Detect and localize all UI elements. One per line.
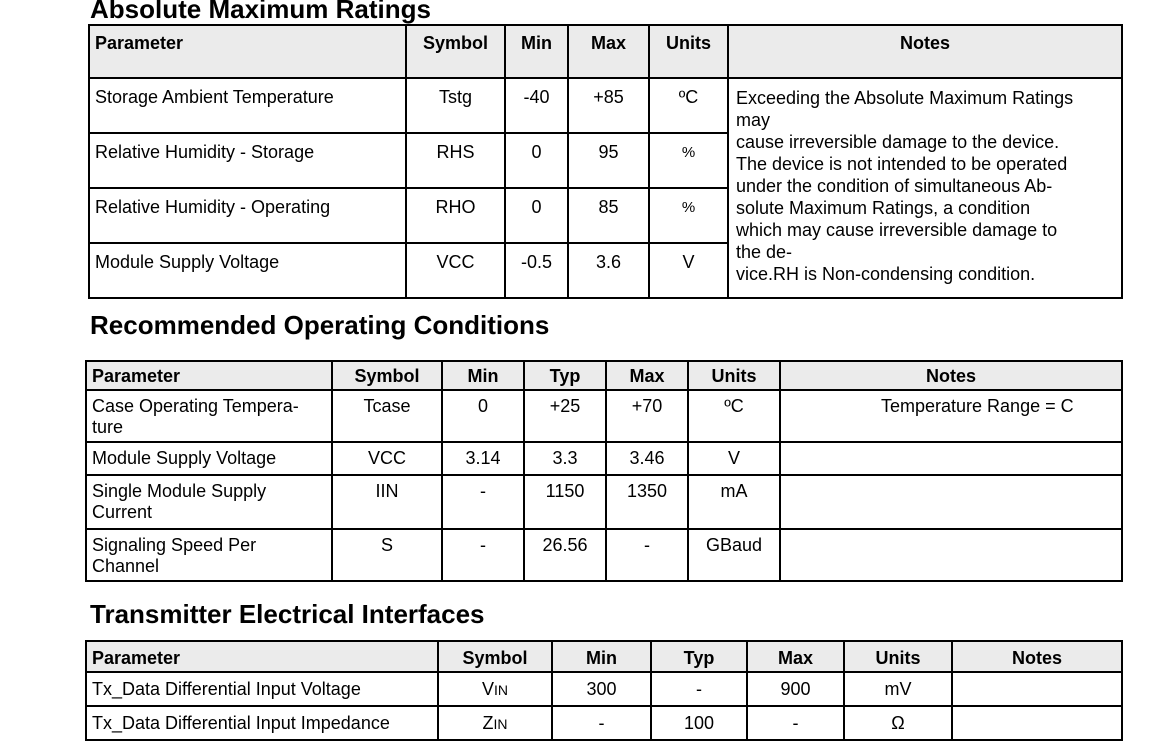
cell-parameter: Tx_Data Differential Input Voltage [86,672,438,706]
cell-min: -40 [505,78,568,133]
notes-line: Exceeding the Absolute Maximum Ratings [736,88,1074,108]
header-typ: Typ [651,641,747,672]
cell-units: Ω [844,706,952,740]
cell-symbol: IIN [332,475,442,529]
cell-parameter: Single Module Supply Current [86,475,332,529]
header-symbol: Symbol [438,641,552,672]
cell-min: 300 [552,672,651,706]
cell-min: - [552,706,651,740]
header-symbol: Symbol [406,25,505,78]
cell-parameter: Storage Ambient Temperature [89,78,406,133]
header-typ: Typ [524,361,606,390]
table-row [86,442,1122,475]
header-min: Min [505,25,568,78]
notes-line: the de- [736,242,793,262]
transmitter-electrical-interfaces-table [85,640,1123,741]
header-notes: Notes [780,361,1122,390]
cell-notes [780,442,1122,475]
table-header-row [86,361,1122,390]
cell-parameter: Tx_Data Differential Input Impedance [86,706,438,740]
cell-units: ºC [649,78,728,133]
notes-line: cause irreversible damage to the device. [736,132,1060,152]
table-row [86,390,1122,442]
notes-line: vice.RH is Non-condensing condition. [736,264,1036,284]
cell-units: % [649,188,728,243]
header-symbol: Symbol [332,361,442,390]
header-notes: Notes [728,25,1122,78]
cell-max: - [606,529,688,581]
header-max: Max [568,25,649,78]
cell-units: V [688,442,780,475]
cell-max: - [747,706,844,740]
cell-notes [952,706,1122,740]
absolute-maximum-ratings-table [88,24,1123,299]
cell-symbol [438,672,552,706]
cell-parameter: Module Supply Voltage [89,243,406,298]
notes-line: which may cause irreversible damage to [736,220,1058,240]
symbol-main: Z [482,713,494,733]
header-notes: Notes [952,641,1122,672]
cell-typ: 100 [651,706,747,740]
cell-parameter: Relative Humidity - Operating [89,188,406,243]
cell-min: - [442,475,524,529]
cell-parameter: Signaling Speed Per Channel [86,529,332,581]
symbol-subscript: IN [494,682,508,698]
cell-units: mA [688,475,780,529]
cell-min: - [442,529,524,581]
cell-max: 95 [568,133,649,188]
table-row [86,706,1122,740]
cell-units: % [649,133,728,188]
cell-parameter: Module Supply Voltage [86,442,332,475]
cell-min: 0 [505,133,568,188]
table-header-row [86,641,1122,672]
symbol-main: V [481,679,494,699]
cell-units: ºC [688,390,780,442]
header-parameter: Parameter [86,641,438,672]
table-row [86,475,1122,529]
cell-parameter: Relative Humidity - Storage [89,133,406,188]
cell-min: 3.14 [442,442,524,475]
cell-notes [780,529,1122,581]
cell-typ: 26.56 [524,529,606,581]
recommended-operating-conditions-table [85,360,1123,582]
cell-symbol: Tstg [406,78,505,133]
notes-line: solute Maximum Ratings, a condition [736,198,1031,218]
header-max: Max [606,361,688,390]
cell-typ: - [651,672,747,706]
cell-units: V [649,243,728,298]
cell-max: +70 [606,390,688,442]
cell-max: 900 [747,672,844,706]
cell-typ: +25 [524,390,606,442]
header-units: Units [688,361,780,390]
notes-line: The device is not intended to be operated [736,154,1068,174]
symbol-subscript: IN [493,716,508,732]
cell-min: 0 [505,188,568,243]
cell-parameter: Case Operating Tempera- ture [86,390,332,442]
notes-line: may [736,110,771,130]
section-title-transmitter-electrical-interfaces: Transmitter Electrical Interfaces [90,599,485,629]
header-min: Min [552,641,651,672]
cell-max: +85 [568,78,649,133]
cell-symbol: VCC [406,243,505,298]
header-units: Units [844,641,952,672]
cell-max: 3.46 [606,442,688,475]
cell-symbol: Tcase [332,390,442,442]
header-units: Units [649,25,728,78]
cell-symbol: VCC [332,442,442,475]
header-parameter: Parameter [86,361,332,390]
table-row [89,78,1122,133]
cell-max: 85 [568,188,649,243]
notes-line: under the condition of simultaneous Ab- [736,176,1053,196]
cell-typ: 1150 [524,475,606,529]
cell-max: 1350 [606,475,688,529]
cell-notes [952,672,1122,706]
section-title-absolute-maximum-ratings: Absolute Maximum Ratings [90,0,431,24]
cell-min: -0.5 [505,243,568,298]
table-row [86,529,1122,581]
cell-units: mV [844,672,952,706]
cell-symbol: RHO [406,188,505,243]
header-parameter: Parameter [89,25,406,78]
cell-symbol: S [332,529,442,581]
cell-notes [780,475,1122,529]
cell-symbol: RHS [406,133,505,188]
section-title-recommended-operating-conditions: Recommended Operating Conditions [90,310,550,340]
header-min: Min [442,361,524,390]
cell-typ: 3.3 [524,442,606,475]
cell-notes: Temperature Range = C [780,390,1122,442]
cell-units: GBaud [688,529,780,581]
table-header-row [89,25,1122,78]
cell-symbol [438,706,552,740]
cell-max: 3.6 [568,243,649,298]
header-max: Max [747,641,844,672]
notes-cell [728,78,1122,298]
cell-min: 0 [442,390,524,442]
table-row [86,672,1122,706]
